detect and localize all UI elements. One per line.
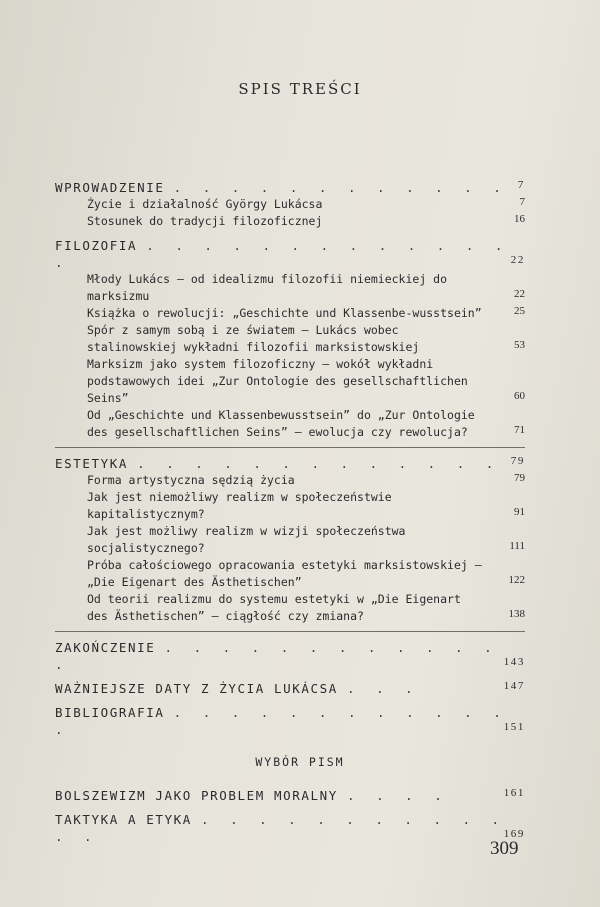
section-label: TAKTYKA A ETYKA — [55, 812, 192, 827]
selected-writings-list — [55, 780, 525, 845]
toc-section: ESTETYKA . . . . . . . . . . . . . 79 — [55, 455, 525, 471]
toc-item — [55, 271, 525, 305]
toc-item — [55, 196, 525, 213]
toc-section: BIBLIOGRAFIA . . . . . . . . . . . . . 151 — [55, 705, 525, 737]
toc-section: ZAKOŃCZENIE . . . . . . . . . . . . . 143 — [55, 640, 525, 672]
section-page: 7 — [517, 179, 525, 191]
page-title: SPIS TREŚCI — [238, 80, 362, 98]
section-label: ESTETYKA — [55, 456, 129, 471]
item-page: 60 — [514, 390, 525, 402]
divider — [55, 631, 525, 632]
table-of-contents — [55, 172, 525, 738]
toc-item — [55, 213, 525, 230]
toc-section: TAKTYKA A ETYKA . . . . . . . . . . . . . 169 — [55, 812, 525, 844]
section-page: 161 — [503, 787, 525, 799]
item-page: 138 — [508, 608, 525, 620]
section-page: 151 — [503, 721, 525, 733]
section-page: 22 — [510, 254, 525, 266]
item-page: 53 — [514, 339, 525, 351]
selection-title: WYBÓR PISM — [255, 755, 345, 769]
toc-item — [55, 591, 525, 625]
divider — [55, 447, 525, 448]
item-page: 122 — [508, 574, 525, 586]
section-label: WPROWADZENIE — [55, 180, 165, 195]
item-label: Młody Lukács — od idealizmu filozofii niemieckiej do marksizmu — [87, 272, 448, 303]
item-label: Próba całościowego opracowania estetyki marksistowskiej — „Die Eigenart des Ästhetischen” — [87, 558, 482, 589]
item-page: 16 — [514, 213, 525, 225]
item-label: Jak jest niemożliwy realizm w społeczeństwie kapitalistycznym? — [87, 490, 392, 521]
item-label: Marksizm jako system filozoficzny — wokół wykładni podstawowych idei „Zur Ontologie des gesellschaftlichen Seins” — [87, 357, 468, 405]
section-page: 169 — [503, 828, 525, 840]
toc-item — [55, 472, 525, 489]
toc-item — [55, 322, 525, 356]
item-page: 71 — [514, 424, 525, 436]
item-label: Forma artystyczna sędzią życia — [87, 473, 295, 487]
section-label: BOLSZEWIZM JAKO PROBLEM MORALNY — [55, 788, 338, 803]
section-page: 79 — [510, 455, 525, 467]
toc-section: FILOZOFIA . . . . . . . . . . . . . . 22 — [55, 238, 525, 270]
section-page: 147 — [503, 680, 525, 692]
section-label: WAŻNIEJSZE DATY Z ŻYCIA LUKÁCSA — [55, 681, 338, 696]
item-page: 111 — [509, 540, 525, 552]
item-label: Życie i działalność György Lukácsa — [87, 197, 323, 211]
toc-item — [55, 523, 525, 557]
toc-item — [55, 489, 525, 523]
toc-section: BOLSZEWIZM JAKO PROBLEM MORALNY . . . . 161 — [55, 787, 525, 803]
item-label: Jak jest możliwy realizm w wizji społeczeństwa socjalistycznego? — [87, 524, 406, 555]
item-page: 22 — [514, 288, 525, 300]
toc-item — [55, 407, 525, 441]
toc-section: WAŻNIEJSZE DATY Z ŻYCIA LUKÁCSA . . . 147 — [55, 680, 525, 696]
section-label: FILOZOFIA — [55, 238, 138, 253]
item-page: 25 — [514, 305, 525, 317]
item-label: Od „Geschichte und Klassenbewusstsein” do „Zur Ontologie des gesellschaftlichen Seins” — ewolucja czy rewolucja? — [87, 408, 475, 439]
page-number: 309 — [490, 838, 519, 859]
item-label: Spór z samym sobą i ze światem — Lukács wobec stalinowskiej wykładni filozofii marksistowskiej — [87, 323, 420, 354]
item-page: 7 — [519, 196, 525, 208]
item-label: Książka o rewolucji: „Geschichte und Klassenbe-wusstsein” — [87, 306, 482, 320]
toc-item — [55, 557, 525, 591]
section-label: BIBLIOGRAFIA — [55, 705, 165, 720]
toc-section: WPROWADZENIE . . . . . . . . . . . . 7 — [55, 179, 525, 195]
item-label: Stosunek do tradycji filozoficznej — [87, 214, 323, 228]
item-page: 91 — [514, 506, 525, 518]
item-label: Od teorii realizmu do systemu estetyki w „Die Eigenart des Ästhetischen” — ciągłość czy zmiana? — [87, 592, 461, 623]
toc-item — [55, 305, 525, 322]
item-page: 79 — [514, 472, 525, 484]
section-page: 143 — [503, 656, 525, 668]
section-label: ZAKOŃCZENIE — [55, 640, 156, 655]
toc-item — [55, 356, 525, 407]
